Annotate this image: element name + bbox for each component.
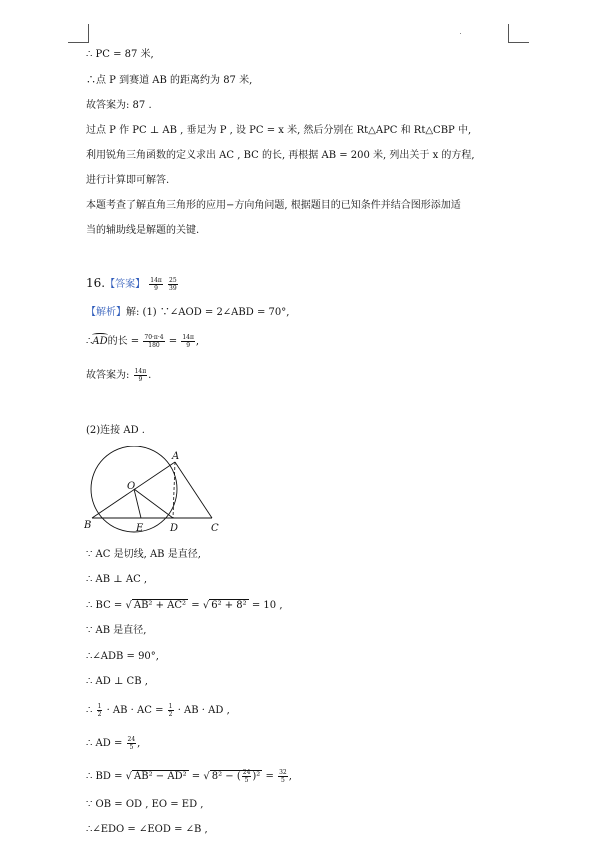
label-d: D xyxy=(170,523,179,534)
label-a: A xyxy=(172,451,180,462)
ad-fraction: $\frac{24}{5}$ xyxy=(127,736,136,751)
answer-fraction-2: $\frac{25}{39}$ xyxy=(169,277,177,292)
radical-2: 6² + 8² xyxy=(211,600,247,611)
question-number: 16. xyxy=(86,276,106,290)
question-16-header xyxy=(86,276,179,292)
proof-line: ∵ AB 是直径, xyxy=(86,625,147,636)
page-corner-mark-top-right xyxy=(508,24,529,43)
inner-fraction: $\frac{24}{5}$ xyxy=(242,769,251,784)
arc-ad: AD xyxy=(92,336,108,347)
label-b: B xyxy=(84,520,92,531)
analysis-tag: 【解析】 xyxy=(86,307,126,318)
proof-line: ∴∠ADB = 90°, xyxy=(86,651,159,662)
text-line: 进行计算即可解答. xyxy=(86,175,170,186)
text-line: ∴ PC = 87 米, xyxy=(86,49,154,60)
final-fraction: $\frac{14\pi}{9}$ xyxy=(134,368,147,383)
half-fraction-2: $\frac{1}{2}$ xyxy=(168,703,173,718)
segment-ad-dashed xyxy=(173,462,175,518)
text-line: 故答案为: 87 . xyxy=(86,100,152,111)
arc-length-line: ∴AD的长 = $\frac{70\cdot\pi\cdot 4}{180}$ = $\frac{14\pi}{9}$ , xyxy=(86,334,200,349)
text-line: 利用锐角三角函数的定义求出 AC , BC 的长, 再根据 AB = 200 米, 列出关于 x 的方程, xyxy=(86,150,475,161)
text-line: 当的辅助线是解题的关键. xyxy=(86,225,200,236)
radical-4: 8² − ( $\frac{24}{5}$ )² xyxy=(211,769,261,784)
proof-line: ∵ OB = OD , EO = ED , xyxy=(86,799,204,810)
proof-line: ∵ AC 是切线, AB 是直径, xyxy=(86,549,201,560)
label-e: E xyxy=(136,523,144,534)
final-answer-line: 故答案为: $\frac{14\pi}{9}$ . xyxy=(86,368,152,383)
label-c: C xyxy=(211,523,219,534)
proof-line: ∴ AD ⊥ CB , xyxy=(86,676,148,687)
segment-ac xyxy=(175,462,212,518)
radical-3: AB² − AD² xyxy=(134,771,187,782)
page-dot-mark xyxy=(460,33,461,34)
proof-line: ∴ AB ⊥ AC , xyxy=(86,574,148,585)
arc-fraction-1: $\frac{70\cdot\pi\cdot 4}{180}$ xyxy=(144,334,164,349)
proof-line-bd: ∴ BD = √ AB² − AD² = √ 8² − ( $\frac{24}{5}$ )² = $\frac{32}{5}$ , xyxy=(86,769,292,784)
text-line: ∴点 P 到赛道 AB 的距离约为 87 米, xyxy=(86,75,253,86)
part-2-line: (2)连接 AD . xyxy=(86,425,145,436)
proof-line-area: ∴ $\frac{1}{2}$ · AB · AC = $\frac{1}{2}$ · AB · AD , xyxy=(86,703,230,718)
answer-tag: 【答案】 xyxy=(105,279,146,290)
geometry-figure xyxy=(84,446,224,536)
page-corner-mark-top-left xyxy=(68,24,89,43)
text-line: 本题考查了解直角三角形的应用−方向角问题, 根据题目的已知条件并结合图形添加适 xyxy=(86,200,461,211)
answer-fraction-1: $\frac{14\pi}{9}$ xyxy=(150,277,162,292)
bd-fraction: $\frac{32}{5}$ xyxy=(279,769,287,784)
proof-line-bc: ∴ BC = √ AB² + AC² = √ 6² + 8² = 10 , xyxy=(86,600,283,611)
label-o: O xyxy=(127,481,136,492)
text-line: 过点 P 作 PC ⊥ AB , 垂足为 P , 设 PC = x 米, 然后分别在 Rt△APC 和 Rt△CBP 中, xyxy=(86,125,472,136)
half-fraction-1: $\frac{1}{2}$ xyxy=(97,703,102,718)
arc-fraction-2: $\frac{14\pi}{9}$ xyxy=(182,334,194,349)
radical-1: AB² + AC² xyxy=(133,600,187,611)
proof-line-ad: ∴ AD = $\frac{24}{5}$ , xyxy=(86,736,141,751)
proof-line: ∴∠EDO = ∠EOD = ∠B , xyxy=(86,824,208,835)
analysis-text: 解: (1) ∵∠AOD = 2∠ABD = 70°, xyxy=(126,307,290,318)
analysis-line xyxy=(86,306,289,320)
